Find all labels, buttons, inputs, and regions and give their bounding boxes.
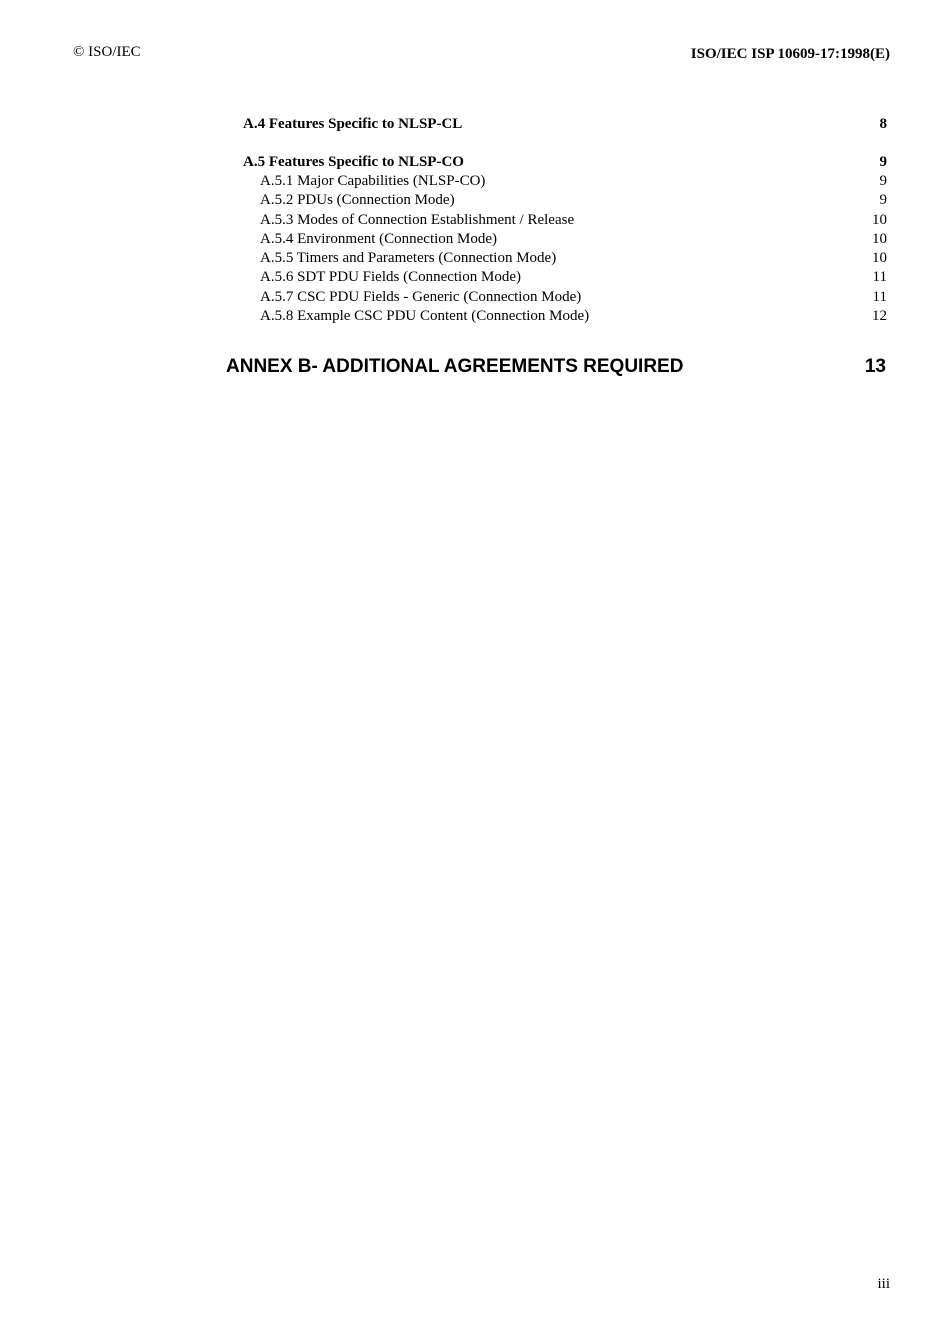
toc-entry-a4[interactable] — [0, 114, 950, 134]
toc-entry-a58[interactable] — [0, 306, 950, 326]
toc-entry-a5[interactable] — [0, 152, 950, 172]
toc-entry-a57[interactable] — [0, 287, 950, 307]
toc-entry-a54[interactable] — [0, 229, 950, 249]
toc-entry-page: 10 — [872, 250, 887, 266]
toc-entry-title: A.5.8 Example CSC PDU Content (Connection Mode) — [260, 308, 590, 324]
annex-page: 13 — [864, 356, 886, 377]
toc-entry-page: 10 — [872, 212, 887, 228]
toc-entry-annex-b[interactable] — [0, 354, 950, 380]
toc-entry-a52[interactable] — [0, 190, 950, 210]
toc-entry-page: 8 — [879, 116, 887, 132]
toc-entry-a51[interactable] — [0, 171, 950, 191]
toc-entry-title: A.5.3 Modes of Connection Establishment / Release — [260, 212, 575, 228]
toc-entry-title: A.5.4 Environment (Connection Mode) — [260, 231, 498, 247]
toc-entry-a53[interactable] — [0, 210, 950, 230]
toc-entry-page: 9 — [879, 154, 887, 170]
toc-entry-page: 9 — [879, 192, 887, 208]
toc-entry-title: A.5.1 Major Capabilities (NLSP-CO) — [260, 173, 486, 189]
header-standard-id: ISO/IEC ISP 10609-17:1998(E) — [690, 46, 890, 62]
toc-entry-title: A.4 Features Specific to NLSP-CL — [243, 116, 463, 132]
toc-entry-title: A.5 Features Specific to NLSP-CO — [243, 154, 464, 170]
toc-entry-a55[interactable] — [0, 248, 950, 268]
toc-entry-page: 11 — [872, 289, 887, 305]
toc-entry-page: 12 — [872, 308, 887, 324]
toc-entry-title: A.5.5 Timers and Parameters (Connection Mode) — [260, 250, 557, 266]
toc-entry-page: 10 — [872, 231, 887, 247]
toc-entry-title: A.5.6 SDT PDU Fields (Connection Mode) — [260, 269, 521, 285]
header-copyright: © ISO/IEC — [73, 44, 141, 60]
toc-entry-page: 9 — [879, 173, 887, 189]
toc-entry-a56[interactable] — [0, 267, 950, 287]
toc-entry-title: A.5.7 CSC PDU Fields - Generic (Connection Mode) — [260, 289, 582, 305]
annex-title: ANNEX B- ADDITIONAL AGREEMENTS REQUIRED — [226, 356, 684, 377]
page-number: iii — [877, 1276, 890, 1292]
toc-entry-title: A.5.2 PDUs (Connection Mode) — [260, 192, 455, 208]
toc-entry-page: 11 — [872, 269, 887, 285]
